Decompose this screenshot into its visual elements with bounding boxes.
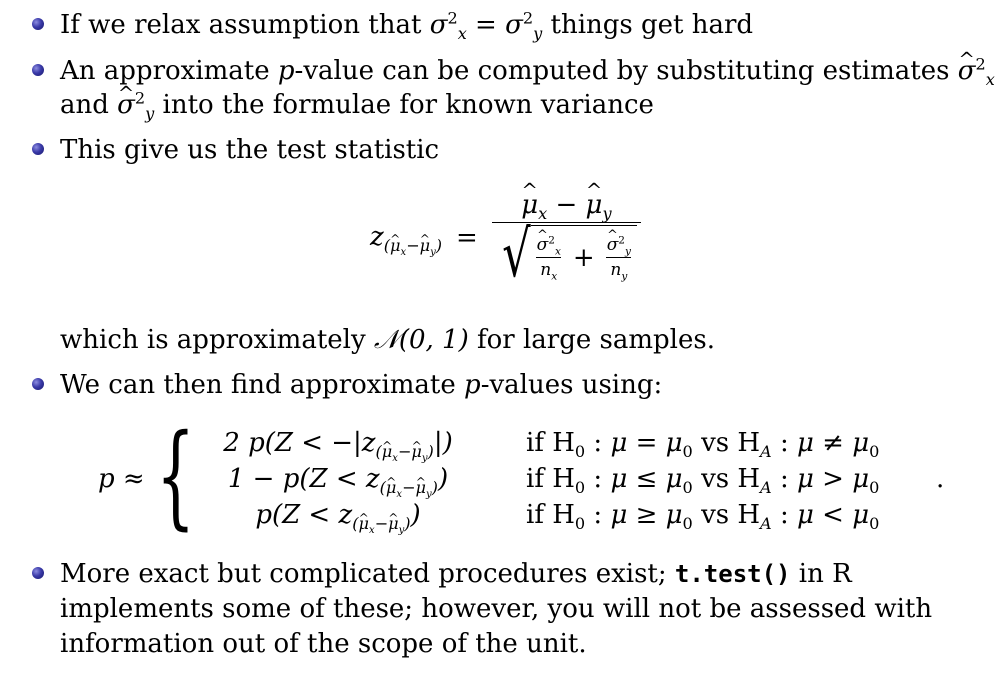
text-segment: which is approximately <box>60 325 366 355</box>
bullet-icon <box>32 64 44 76</box>
text-segment: for large samples. <box>477 325 715 355</box>
math-z-lhs: $z_{(\mu_x-\mu_y)}$ <box>370 221 443 259</box>
period: . <box>936 464 945 494</box>
p-value-cases <box>98 411 958 541</box>
text-segment: -values using: <box>480 370 663 400</box>
math-p: p <box>464 370 481 400</box>
math-sigma-x: $\sigma^2_x$ <box>429 8 467 44</box>
bullet-3-after <box>60 324 715 356</box>
case-3: $p(Z < z_{(\mu_x-\mu_y)})$ <box>255 500 421 537</box>
text-segment: and <box>60 90 109 120</box>
bullet-icon <box>32 378 44 390</box>
brace: { <box>156 411 196 541</box>
bullet-5-line-2: implements some of these; however, you will not be assessed with <box>60 594 933 624</box>
text-segment: -value can be computed by substituting estimates <box>294 56 950 86</box>
text-segment: into the formulae for known variance <box>162 90 654 120</box>
text-segment: An approximate <box>60 56 270 86</box>
radical-body <box>531 225 637 285</box>
bullet-2-line-2: and ^ $\sigma^2_y$ into the formulae for known variance <box>60 89 654 121</box>
text-segment: If we relax assumption that <box>60 10 422 40</box>
condition-3: if $H_0$ : $\mu \ge \mu_0$ vs $H_A$ : $\mu < \mu_0$ <box>526 500 880 534</box>
math-sigma-hat-x: ^ σ <box>958 55 976 87</box>
frac-x: ^ $\frac{\sigma^2_x}{n_x}$ <box>533 235 565 280</box>
text-segment: We can then find approximate <box>60 370 456 400</box>
test-statistic-equation <box>370 190 641 292</box>
bullet-5-line-3: information out of the scope of the unit. <box>60 629 587 659</box>
plus-sign: + <box>572 242 595 273</box>
text-segment: things get hard <box>550 10 754 40</box>
fraction-numerator: ^ $\mu_x$ − ^ $\mu_y$ <box>517 190 615 222</box>
math-normal: 𝒩(0, 1) <box>373 325 469 355</box>
radical-sign: √ <box>501 218 531 292</box>
math-p: p <box>277 56 295 86</box>
main-fraction <box>492 190 641 292</box>
bullet-4-text <box>60 369 662 401</box>
bullet-1-text: If we relax assumption that $\sigma^2_x = \sigma^2_y$ things get hard <box>60 8 754 44</box>
fraction-denominator <box>492 218 641 292</box>
square-root <box>496 218 637 292</box>
math-sigma-y: $\sigma^2_y$ <box>505 8 543 44</box>
case-2: $1 - p(Z < z_{(\mu_x-\mu_y)})$ <box>227 464 449 501</box>
bullet-icon <box>32 143 44 155</box>
condition-1: if $H_0$ : $\mu = \mu_0$ vs $H_A$ : $\mu \ne \mu_0$ <box>526 428 880 462</box>
condition-2: if $H_0$ : $\mu \le \mu_0$ vs $H_A$ : $\mu > \mu_0$ <box>526 464 880 498</box>
math-sigma-hat-y: ^ σ <box>117 89 135 121</box>
case-1: 2 $p(Z < -|z_{(\mu_x-\mu_y)}|)$ <box>223 428 453 465</box>
bullet-2-line-1: An approximate p-value can be computed by substituting estimates ^ $\sigma^2_x$ <box>60 55 995 87</box>
equals-sign: = <box>456 222 478 253</box>
text-segment: More exact but complicated procedures exist; <box>60 559 667 589</box>
text-segment: This give us the test statistic <box>60 135 440 165</box>
bullet-3-text <box>60 134 439 166</box>
p-approx: p ≈ <box>98 464 145 494</box>
bullet-icon <box>32 567 44 579</box>
text-segment: in R <box>798 559 852 589</box>
code-t-test: t.test() <box>674 560 791 588</box>
frac-y: ^ $\frac{\sigma^2_y}{n_y}$ <box>603 235 635 280</box>
bullet-icon <box>32 18 44 30</box>
bullet-5-line-1 <box>60 558 852 590</box>
